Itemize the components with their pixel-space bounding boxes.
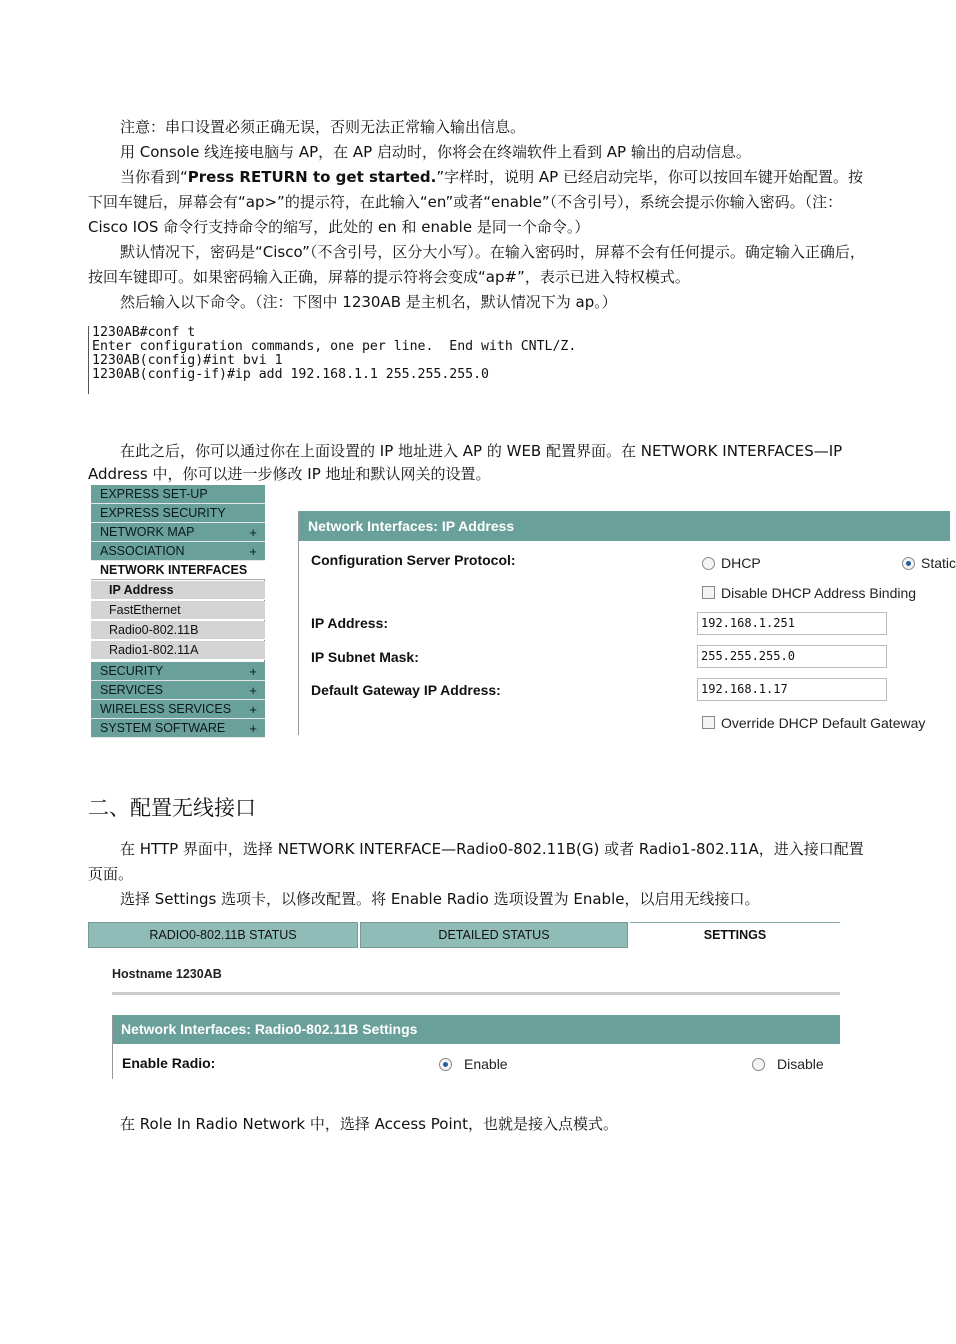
terminal-line: 1230AB#conf t	[92, 325, 196, 340]
terminal-line: Enter configuration commands, one per line. End with CNTL/Z.	[92, 339, 577, 354]
console-paragraph	[88, 140, 866, 165]
command-intro-paragraph	[88, 290, 866, 315]
dhcp-label: DHCP	[721, 555, 761, 571]
expand-icon: +	[249, 544, 257, 559]
static-label: Static	[921, 555, 956, 571]
nav-item-label: Radio0-802.11B	[109, 623, 199, 637]
section-heading: 二、配置无线接口	[88, 796, 256, 820]
nav-item-label: ASSOCIATION	[100, 544, 185, 558]
nav-item-label: EXPRESS SECURITY	[100, 506, 226, 520]
console-text: 用 Console 线连接电脑与 AP，在 AP 启动时，你将会在终端软件上看到 AP 输出的启动信息。	[120, 143, 751, 161]
radio-panel-title: Network Interfaces: Radio0-802.11B Settings	[113, 1015, 840, 1044]
nav-item-network-map[interactable]	[91, 523, 265, 542]
nav-item-fastethernet[interactable]	[91, 601, 265, 620]
nav-item-label: EXPRESS SET-UP	[100, 487, 208, 501]
nav-item-label: Radio1-802.11A	[109, 643, 199, 657]
disable-radio-button[interactable]	[752, 1058, 765, 1071]
http-text: 在 HTTP 界面中，选择 NETWORK INTERFACE—Radio0-802.11B(G) 或者 Radio1-802.11A，进入接口配置页面。	[88, 840, 864, 883]
override-gateway-label: Override DHCP Default Gateway	[721, 715, 926, 731]
nav-item-network-interfaces[interactable]	[91, 561, 265, 580]
expand-icon: +	[249, 525, 257, 540]
note-text: 注意：串口设置必须正确无误，否则无法正常输入输出信息。	[120, 118, 526, 136]
web-config-paragraph	[88, 440, 866, 486]
nav-item-security[interactable]	[91, 662, 265, 681]
nav-item-radio0[interactable]	[91, 621, 265, 640]
password-paragraph	[88, 240, 866, 290]
role-paragraph	[88, 1112, 866, 1137]
tab-label: SETTINGS	[703, 928, 767, 942]
http-paragraph	[88, 837, 866, 887]
nav-item-association[interactable]	[91, 542, 265, 561]
tab-detailed-status[interactable]	[360, 922, 628, 948]
disable-dhcp-binding-checkbox[interactable]	[702, 586, 715, 599]
ip-address-label: IP Address:	[311, 615, 389, 631]
network-nav-menu	[91, 487, 265, 736]
expand-icon: +	[249, 683, 257, 698]
note-paragraph	[88, 115, 866, 140]
gateway-input[interactable]: 192.168.1.17	[697, 678, 887, 701]
ip-address-panel	[298, 511, 956, 735]
tab-label: RADIO0-802.11B STATUS	[149, 928, 297, 942]
settings-text: 选择 Settings 选项卡，以修改配置。将 Enable Radio 选项设置为 Enable，以启用无线接口。	[120, 890, 760, 908]
enable-radio-label: Enable Radio:	[122, 1055, 216, 1071]
expand-icon: +	[249, 721, 257, 736]
enable-label: Enable	[464, 1056, 508, 1072]
nav-item-label: FastEthernet	[109, 603, 181, 617]
nav-item-label: SECURITY	[100, 664, 164, 678]
terminal-line: 1230AB(config-if)#ip add 192.168.1.1 255.255.255.0	[92, 367, 489, 382]
divider	[112, 992, 840, 995]
web-config-text: 在此之后，你可以通过你在上面设置的 IP 地址进入 AP 的 WEB 配置界面。在 NETWORK INTERFACES—IP Address 中，你可以进一步修改 IP 地址和默认网关的设置。	[88, 442, 843, 483]
tab-radio-status[interactable]	[88, 922, 358, 948]
nav-item-radio1[interactable]	[91, 641, 265, 660]
gateway-label: Default Gateway IP Address:	[311, 682, 501, 698]
radio-tabs	[88, 922, 840, 950]
nav-item-services[interactable]	[91, 681, 265, 700]
terminal-line: 1230AB(config)#int bvi 1	[92, 353, 283, 368]
password-text: 默认情况下，密码是“Cisco”（不含引号，区分大小写）。在输入密码时，屏幕不会有任何提示。确定输入正确后，按回车键即可。如果密码输入正确，屏幕的提示符将会变成“ap#”，表示已进入特权模式。	[88, 243, 865, 286]
expand-icon: +	[249, 664, 257, 679]
nav-item-express-setup[interactable]	[91, 485, 265, 504]
override-gateway-checkbox[interactable]	[702, 716, 715, 729]
protocol-label: Configuration Server Protocol:	[311, 552, 516, 568]
tab-settings[interactable]	[630, 922, 840, 948]
terminal-output	[88, 326, 788, 394]
press-return-text-a: 当你看到“	[120, 168, 188, 186]
nav-item-label: SYSTEM SOFTWARE	[100, 721, 226, 735]
enable-radio-button[interactable]	[439, 1058, 452, 1071]
nav-item-label: IP Address	[109, 583, 174, 597]
expand-icon: +	[249, 702, 257, 717]
dhcp-radio[interactable]	[702, 557, 715, 570]
disable-dhcp-binding-label: Disable DHCP Address Binding	[721, 585, 917, 601]
ip-address-input[interactable]: 192.168.1.251	[697, 612, 887, 635]
hostname-text: Hostname 1230AB	[112, 967, 222, 981]
nav-item-express-security[interactable]	[91, 504, 265, 523]
press-return-bold: Press RETURN to get started.	[187, 168, 437, 186]
nav-item-label: WIRELESS SERVICES	[100, 702, 232, 716]
tab-label: DETAILED STATUS	[438, 928, 550, 942]
press-return-paragraph	[88, 165, 866, 240]
press-return-text-b: ”字样时，说明 AP 已经启动完毕，你可以按回车键开始配置。按下回车键后，屏幕会有“ap>”的提示符，在此输入“en”或者“enable”（不含引号），系统会提示你输入密码。（注：Cisco IOS 命令行支持命令的缩写，此处的 en 和 enable 是同一个命令。）	[88, 168, 863, 236]
disable-label: Disable	[777, 1056, 824, 1072]
nav-item-label: NETWORK MAP	[100, 525, 195, 539]
settings-paragraph	[88, 887, 866, 912]
static-radio[interactable]	[902, 557, 915, 570]
command-intro-text: 然后输入以下命令。（注：下图中 1230AB 是主机名，默认情况下为 ap。）	[120, 293, 617, 311]
subnet-mask-input[interactable]: 255.255.255.0	[697, 645, 887, 668]
radio-settings-panel	[112, 1015, 840, 1079]
nav-item-label: SERVICES	[100, 683, 163, 697]
nav-item-ip-address[interactable]	[91, 581, 265, 600]
panel-title: Network Interfaces: IP Address	[299, 511, 950, 541]
nav-item-system-software[interactable]	[91, 719, 265, 738]
subnet-mask-label: IP Subnet Mask:	[311, 649, 419, 665]
nav-item-label: NETWORK INTERFACES	[100, 563, 248, 577]
role-text: 在 Role In Radio Network 中，选择 Access Point，也就是接入点模式。	[120, 1115, 619, 1133]
nav-item-wireless-services[interactable]	[91, 700, 265, 719]
